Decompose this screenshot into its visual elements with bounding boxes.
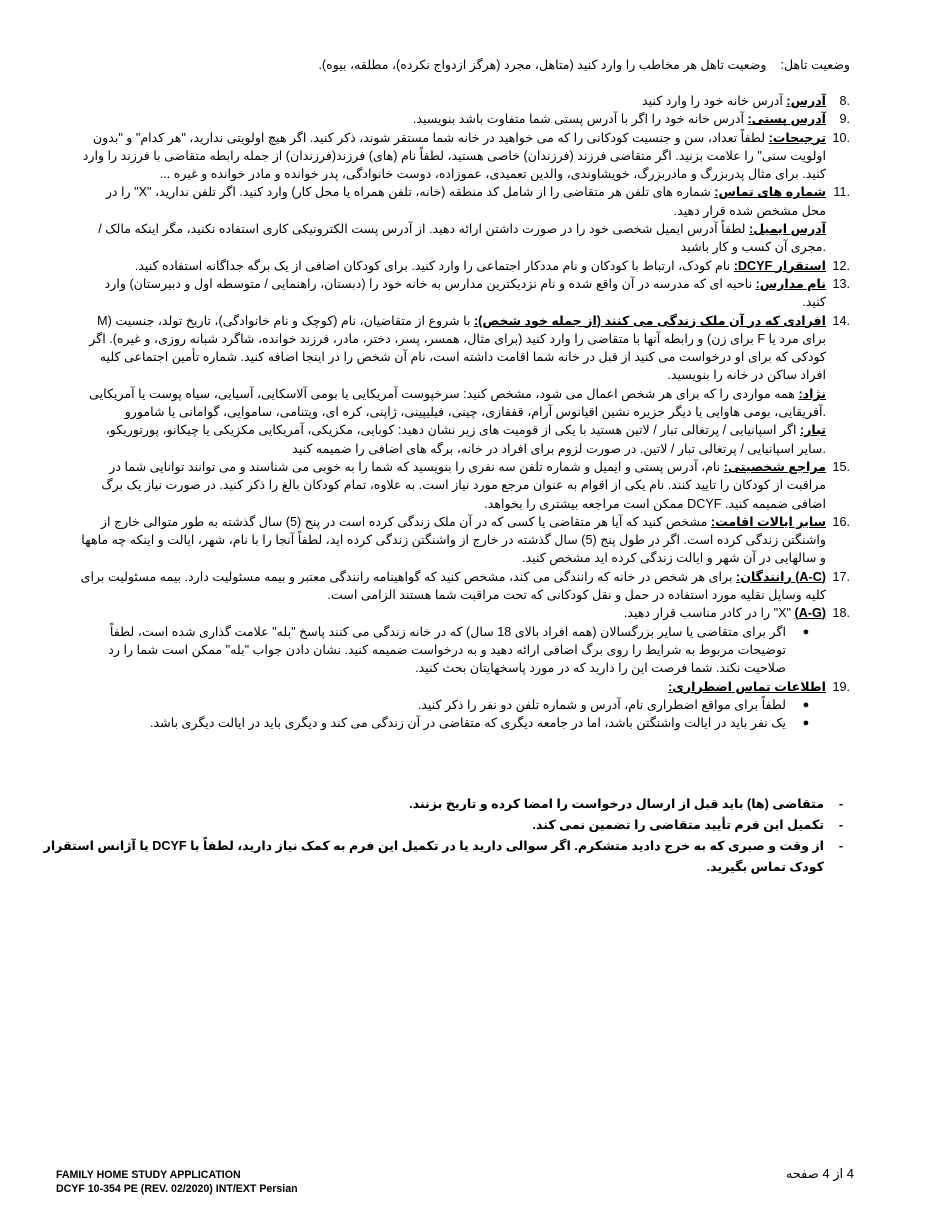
form-title: FAMILY HOME STUDY APPLICATION — [56, 1169, 241, 1181]
note-item — [20, 815, 858, 836]
race-text: همه مواردی را که برای هر شخص اعمال می شود، مشخص کنید: سرخپوست آمریکایی یا بومی آلاسکایی، آسیایی، سیاه پوست یا آمریکایی آفریقایی، بومی هاوایی یا دیگر جزیره نشین اقیانوس آرام، قفقازی، چینی، فیلیپینی، ژاپنی، کره ای، ویتنامی، ساموایی، گوامانی یا شامورو. — [89, 386, 826, 420]
item-text: نام کودک، ارتباط با کودکان و نام مددکار اجتماعی را وارد کنید. برای کودکان اضافی از یک برگه جداگانه استفاده کنید. — [134, 258, 734, 273]
item-text: آدرس خانه خود را اگر با آدرس پستی شما متفاوت باشد بنویسید. — [412, 112, 748, 127]
item-heading: اطلاعات تماس اضطراری: — [668, 679, 826, 694]
bullet-item-19b — [78, 714, 850, 732]
note-item — [20, 794, 858, 815]
item-number: 15. — [832, 459, 850, 474]
instruction-item-14 — [78, 312, 850, 385]
instruction-item-10 — [78, 129, 850, 184]
ethnicity-heading: تبار: — [799, 423, 826, 438]
item-number: 17. — [832, 569, 850, 584]
email-heading: آدرس ایمیل: — [749, 222, 826, 237]
item-number: 10. — [832, 130, 850, 145]
instruction-item-11 — [78, 183, 850, 220]
note-text: متقاضی (ها) باید قبل از ارسال درخواست را امضا کرده و تاریخ بزنند. — [409, 797, 824, 811]
bullet-icon: ● — [802, 717, 810, 730]
bullet-text: لطفاً برای مواقع اضطراری نام، آدرس و شماره تلفن دو نفر را ذکر کنید. — [417, 697, 786, 712]
item-text: "X" را در کادر مناسب قرار دهید. — [623, 606, 795, 621]
race-heading: نژاد: — [798, 386, 826, 401]
ethnicity-paragraph — [78, 421, 850, 458]
bullet-text: یک نفر باید در ایالت واشنگتن باشد، اما در جامعه دیگری که متقاضی در آن زندگی می کند و دیگری باید در ایالت دیگری باشد. — [150, 716, 786, 731]
item-heading: افرادی که در آن ملک زندگی می کنند (از جمله خود شخص): — [473, 313, 826, 328]
closing-notes — [20, 794, 858, 878]
item-heading: نام مدارس: — [755, 276, 826, 291]
item-text: با شروع از متقاضیان، نام (کوچک و نام خانوادگی)، تاریخ تولد، جنسیت (M برای مرد یا F برای زن) و رابطه آنها با متقاضی را وارد کنید (برای مثال، همسر، پسر، دختر، مادر، فرزند خوانده، شاگرد شبانه روزی، و غیره). اگر کودکی که برای او درخواست می کنید از قبل در خانه شما اقامت داشته است، نام آن شخص را در اینجا اضافه کنید. شماره تأمین اجتماعی کلیه افراد ساکن در خانه را بنویسید. — [89, 313, 826, 383]
marital-status-line — [190, 57, 850, 72]
instruction-item-8 — [78, 92, 850, 110]
item-number: 14. — [832, 313, 850, 328]
dash-icon: - — [838, 839, 844, 853]
note-text: تکمیل این فرم تأیید متقاضی را تضمین نمی کند. — [532, 818, 824, 832]
item-heading: آدرس پستی: — [747, 112, 826, 127]
item-text: برای هر شخص در خانه که رانندگی می کند، مشخص کنید که گواهینامه رانندگی معتبر و بیمه مسئولیت دارد. بیمه مسئولیت برای کلیه وسایل نقلیه مورد استفاده در حمل و نقل کودکانی که تحت مراقبت شما هستند الزامی است. — [80, 569, 826, 603]
dash-icon: - — [838, 818, 844, 832]
form-number: DCYF 10-354 PE (REV. 02/2020) INT/EXT Persian — [56, 1182, 298, 1195]
instructions-list — [78, 92, 850, 732]
item-heading: سایر ایالات اقامت: — [710, 514, 826, 529]
email-text: لطفاً آدرس ایمیل شخصی خود را در صورت داشتن ارائه دهید. از آدرس پست الکترونیکی کاری استفاده نکنید، مگر اینکه مالک / مجری آن کسب و کار باشید. — [98, 222, 826, 255]
note-text: از وقت و صبری که به خرج دادید متشکرم. اگر سوالی دارید یا در تکمیل این فرم به کمک نیاز دارید، لطفاً با DCYF یا آژانس استقرار کودک تماس بگیرید. — [43, 839, 824, 874]
item-text: لطفاً تعداد، سن و جنسیت کودکانی را که می خواهید در خانه شما مستقر شوند، ذکر کنید. اگر هیچ اولویتی ندارید، "هر کدام" و "بدون اولویت سنی" را علامت بزنید. اگر متقاضی فرزند (فرزندان) خاصی هستید، لطفاً نام (های) فرزند(فرزندان) از جمله رابطه متقاضی با فرزند را وارد کنید. برای مثال پدربزرگ و مادربزرگ، خویشاوندی، والدین تعمیدی، عموزاده، دوست خانوادگی، پدر خوانده و مادر خوانده و غیره ... — [82, 130, 826, 182]
item-number: 16. — [832, 514, 850, 529]
item-heading: (A-C) رانندگان: — [736, 569, 826, 584]
item-heading: ترجیحات: — [768, 130, 826, 145]
marital-status-label: وضعیت تاهل: — [780, 58, 850, 72]
item-heading: استقرار DCYF: — [733, 258, 826, 273]
marital-status-text: وضعیت تاهل هر مخاطب را وارد کنید (متاهل، مجرد (هرگز ازدواج نکرده)، مطلقه، بیوه). — [318, 58, 767, 72]
dash-icon: - — [838, 797, 844, 811]
note-item — [20, 836, 858, 878]
instruction-item-16 — [78, 513, 850, 568]
instruction-item-15 — [78, 458, 850, 513]
form-footer — [56, 1169, 298, 1196]
item-heading: شماره های تماس: — [714, 185, 826, 200]
item-number: 8. — [839, 94, 850, 108]
item-number: 18. — [832, 606, 850, 621]
item-heading: مراجع شخصیتی: — [723, 459, 826, 474]
instruction-item-9 — [78, 110, 850, 128]
item-heading: (A-G) — [794, 606, 826, 621]
instruction-item-18 — [78, 604, 850, 622]
bullet-item-19a — [78, 696, 850, 714]
item-number: 9. — [839, 112, 850, 127]
bullet-text: اگر برای متقاضی یا سایر بزرگسالان (همه افراد بالای 18 سال) که در خانه زندگی می کنند پاسخ "بله" علامت گذاری شده است، لطفاً توضیحات مربوط به شرایط را روی برگ اضافی ارائه دهید و به درخواست ضمیمه کنید. نشان دادن جواب "بله" ممکن است شما را رد صلاحیت نکند. شما فرصت این را دارید که در مورد پاسخهایتان بحث کنید. — [108, 624, 786, 676]
item-heading: آدرس: — [786, 94, 826, 108]
page-number: 4 از 4 صفحه — [785, 1166, 854, 1181]
instruction-item-13 — [78, 275, 850, 312]
ethnicity-text: اگر اسپانیایی / پرتغالی تبار / لاتین هستید با یکی از قومیت های زیر نشان دهید: کوبایی، مکزیکی، آمریکایی مکزیکی یا چیکانو، پورتوریکو، سایر اسپانیایی / پرتغالی تبار / لاتین. در صورت لزوم برای افراد در خانه، برگه های اضافی را ضمیمه کنید. — [105, 423, 826, 456]
item-text: ناحیه ای که مدرسه در آن واقع شده و نام نزدیکترین مدارس به خانه خود را (دبستان، راهنمایی / متوسطه اول و دبیرستان) وارد کنید. — [104, 276, 826, 310]
item-text: آدرس خانه خود را وارد کنید — [641, 94, 787, 108]
item-text: مشخص کنید که آیا هر متقاضی یا کسی که در آن ملک زندگی کرده است در پنج (5) سال گذشته به طور متوالی خارج از واشنگتن زندگی کرده است. اگر در طول پنج (5) سال گذشته در خارج از واشنگتن زندگی کرده اید، لطفاً آنجا را با نام، شهر، ایالت و اینکه چه ماهها و سالهایی در آن شهر و ایالت زندگی کرده اید مشخص کنید. — [81, 514, 826, 566]
item-number: 19. — [832, 679, 850, 694]
item-text: شماره های تلفن هر متقاضی را از شامل کد منطقه (خانه، تلفن همراه یا محل کار) وارد کنید. اگر تلفن ندارید، "X" را در محل مشخص شده قرار دهید. — [105, 185, 826, 218]
item-number: 12. — [832, 258, 850, 273]
race-paragraph — [78, 385, 850, 422]
item-number: 11. — [833, 185, 850, 200]
instruction-item-12 — [78, 257, 850, 275]
bullet-item-18 — [78, 623, 850, 678]
bullet-icon: ● — [802, 698, 810, 711]
item-text: نام، آدرس پستی و ایمیل و شماره تلفن سه نفری را بنویسید که شما را به خوبی می شناسند و می توانند توانایی شما در مراقبت از کودکان را تایید کنند. نام یکی از اقوام به عنوان مرجع مورد نیاز است. به علاوه، تمام کودکان بالغ را ذکر کنید. در صورت نیاز یک برگ اضافی ضمیمه کنید. DCYF ممکن است مراجعه بیشتری را بخواهد. — [101, 459, 826, 511]
instruction-item-17 — [78, 568, 850, 605]
bullet-icon: ● — [802, 625, 810, 638]
item-number: 13. — [832, 276, 850, 291]
instruction-item-19 — [78, 678, 850, 696]
email-paragraph — [78, 220, 850, 257]
